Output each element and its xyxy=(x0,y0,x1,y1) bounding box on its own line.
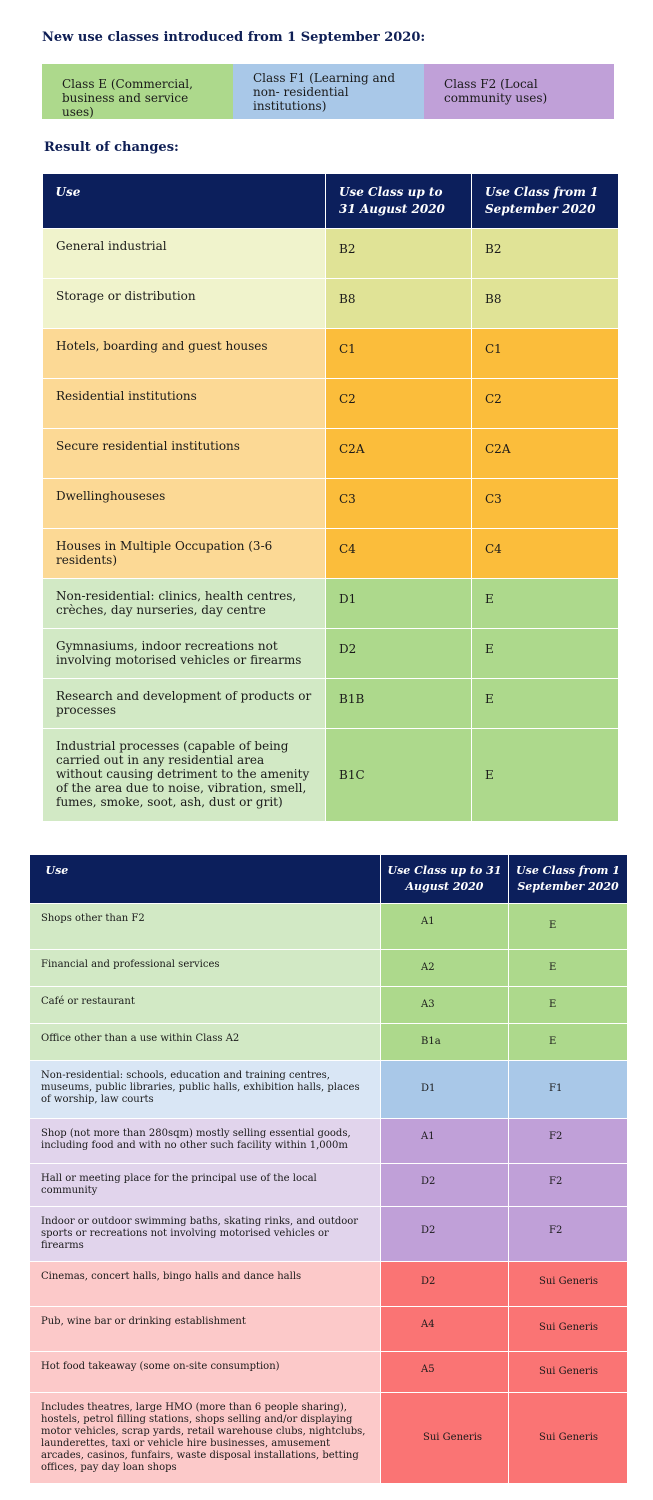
after-cell: C4 xyxy=(472,529,619,579)
table-row xyxy=(43,479,619,529)
use-cell: Industrial processes (capable of being carried out in any residential area without causing detriment to the amenity of the area due to noise, vibration, smell, fumes, smoke, soot, ash, dust or grit) xyxy=(43,729,326,822)
after-cell: E xyxy=(509,987,628,1024)
before-cell: B1B xyxy=(326,679,472,729)
use-cell: Cinemas, concert halls, bingo halls and dance halls xyxy=(30,1262,381,1307)
use-cell: Non-residential: schools, education and training centres, museums, public libraries, public halls, exhibition halls, places of worship, law courts xyxy=(30,1061,381,1119)
table-row xyxy=(43,729,619,822)
table-row xyxy=(43,629,619,679)
before-cell: A5 xyxy=(381,1352,509,1393)
table-row xyxy=(30,1207,628,1262)
changes-table-1 xyxy=(42,174,619,822)
before-cell: C4 xyxy=(326,529,472,579)
table-row xyxy=(43,279,619,329)
header-use: Use xyxy=(43,174,326,229)
table-row xyxy=(30,1061,628,1119)
before-cell: B1a xyxy=(381,1024,509,1061)
table-row xyxy=(43,379,619,429)
after-cell: F2 xyxy=(509,1119,628,1164)
after-cell: E xyxy=(509,904,628,950)
before-cell: B2 xyxy=(326,229,472,279)
table-row xyxy=(30,904,628,950)
table-row xyxy=(43,679,619,729)
use-cell: Gymnasiums, indoor recreations not involving motorised vehicles or firearms xyxy=(43,629,326,679)
changes-table-2 xyxy=(29,855,628,1484)
after-cell: E xyxy=(472,579,619,629)
table-row xyxy=(43,329,619,379)
before-cell: B1C xyxy=(326,729,472,822)
before-cell: A1 xyxy=(381,904,509,950)
use-class-legend xyxy=(42,64,614,119)
table-row xyxy=(30,1352,628,1393)
after-cell: F1 xyxy=(509,1061,628,1119)
before-cell: Sui Generis xyxy=(381,1393,509,1484)
after-cell: Sui Generis xyxy=(509,1393,628,1484)
use-cell: Hotels, boarding and guest houses xyxy=(43,329,326,379)
results-heading: Result of changes: xyxy=(44,140,179,155)
before-cell: D2 xyxy=(326,629,472,679)
use-cell: Shop (not more than 280sqm) mostly selling essential goods, including food and with no other such facility within 1,000m xyxy=(30,1119,381,1164)
after-cell: Sui Generis xyxy=(509,1307,628,1352)
header-use-class-before: Use Class up to 31 August 2020 xyxy=(326,174,472,229)
use-cell: Non-residential: clinics, health centres, crèches, day nurseries, day centre xyxy=(43,579,326,629)
header-use: Use xyxy=(30,855,381,904)
table-row xyxy=(30,1262,628,1307)
after-cell: E xyxy=(472,629,619,679)
table-header-row xyxy=(43,174,619,229)
before-cell: D2 xyxy=(381,1164,509,1207)
after-cell: C2 xyxy=(472,379,619,429)
after-cell: F2 xyxy=(509,1164,628,1207)
use-cell: Residential institutions xyxy=(43,379,326,429)
before-cell: A4 xyxy=(381,1307,509,1352)
table-row xyxy=(30,1307,628,1352)
use-cell: Financial and professional services xyxy=(30,950,381,987)
before-cell: A2 xyxy=(381,950,509,987)
legend-class-e: Class E (Commercial, business and service uses) xyxy=(42,64,233,119)
use-cell: Includes theatres, large HMO (more than 6 people sharing), hostels, petrol filling stations, shops selling and/or displaying motor vehicles, scrap yards, retail warehouse clubs, nightclubs, launderettes, taxi or vehicle hire businesses, amusement arcades, casinos, funfairs, waste disposal installations, betting offices, pay day loan shops xyxy=(30,1393,381,1484)
after-cell: Sui Generis xyxy=(509,1262,628,1307)
after-cell: Sui Generis xyxy=(509,1352,628,1393)
table-row xyxy=(30,987,628,1024)
table-row xyxy=(30,950,628,987)
table-row xyxy=(43,579,619,629)
before-cell: A1 xyxy=(381,1119,509,1164)
intro-heading: New use classes introduced from 1 September 2020: xyxy=(42,30,426,45)
table-row xyxy=(43,429,619,479)
after-cell: C3 xyxy=(472,479,619,529)
after-cell: C2A xyxy=(472,429,619,479)
use-cell: Houses in Multiple Occupation (3-6 residents) xyxy=(43,529,326,579)
after-cell: E xyxy=(509,1024,628,1061)
after-cell: E xyxy=(509,950,628,987)
after-cell: B2 xyxy=(472,229,619,279)
before-cell: B8 xyxy=(326,279,472,329)
before-cell: C2 xyxy=(326,379,472,429)
before-cell: D1 xyxy=(326,579,472,629)
use-cell: Storage or distribution xyxy=(43,279,326,329)
before-cell: D1 xyxy=(381,1061,509,1119)
after-cell: E xyxy=(472,679,619,729)
table-row xyxy=(30,1119,628,1164)
before-cell: C1 xyxy=(326,329,472,379)
table-row xyxy=(30,1393,628,1484)
use-cell: Dwellinghouseses xyxy=(43,479,326,529)
use-cell: General industrial xyxy=(43,229,326,279)
before-cell: D2 xyxy=(381,1262,509,1307)
use-cell: Research and development of products or processes xyxy=(43,679,326,729)
table-header-row xyxy=(30,855,628,904)
table-row xyxy=(43,229,619,279)
after-cell: C1 xyxy=(472,329,619,379)
header-use-class-before: Use Class up to 31 August 2020 xyxy=(381,855,509,904)
header-use-class-after: Use Class from 1 September 2020 xyxy=(509,855,628,904)
use-cell: Hall or meeting place for the principal use of the local community xyxy=(30,1164,381,1207)
table-row xyxy=(30,1164,628,1207)
use-cell: Café or restaurant xyxy=(30,987,381,1024)
use-cell: Secure residential institutions xyxy=(43,429,326,479)
after-cell: B8 xyxy=(472,279,619,329)
before-cell: A3 xyxy=(381,987,509,1024)
before-cell: C2A xyxy=(326,429,472,479)
legend-class-f2: Class F2 (Local community uses) xyxy=(424,64,614,119)
after-cell: F2 xyxy=(509,1207,628,1262)
header-use-class-after: Use Class from 1 September 2020 xyxy=(472,174,619,229)
use-cell: Hot food takeaway (some on-site consumption) xyxy=(30,1352,381,1393)
table-row xyxy=(43,529,619,579)
use-cell: Office other than a use within Class A2 xyxy=(30,1024,381,1061)
use-cell: Indoor or outdoor swimming baths, skating rinks, and outdoor sports or recreations not involving motorised vehicles or firearms xyxy=(30,1207,381,1262)
legend-class-f1: Class F1 (Learning and non- residential institutions) xyxy=(233,64,424,119)
table-row xyxy=(30,1024,628,1061)
use-cell: Pub, wine bar or drinking establishment xyxy=(30,1307,381,1352)
before-cell: C3 xyxy=(326,479,472,529)
use-cell: Shops other than F2 xyxy=(30,904,381,950)
before-cell: D2 xyxy=(381,1207,509,1262)
after-cell: E xyxy=(472,729,619,822)
